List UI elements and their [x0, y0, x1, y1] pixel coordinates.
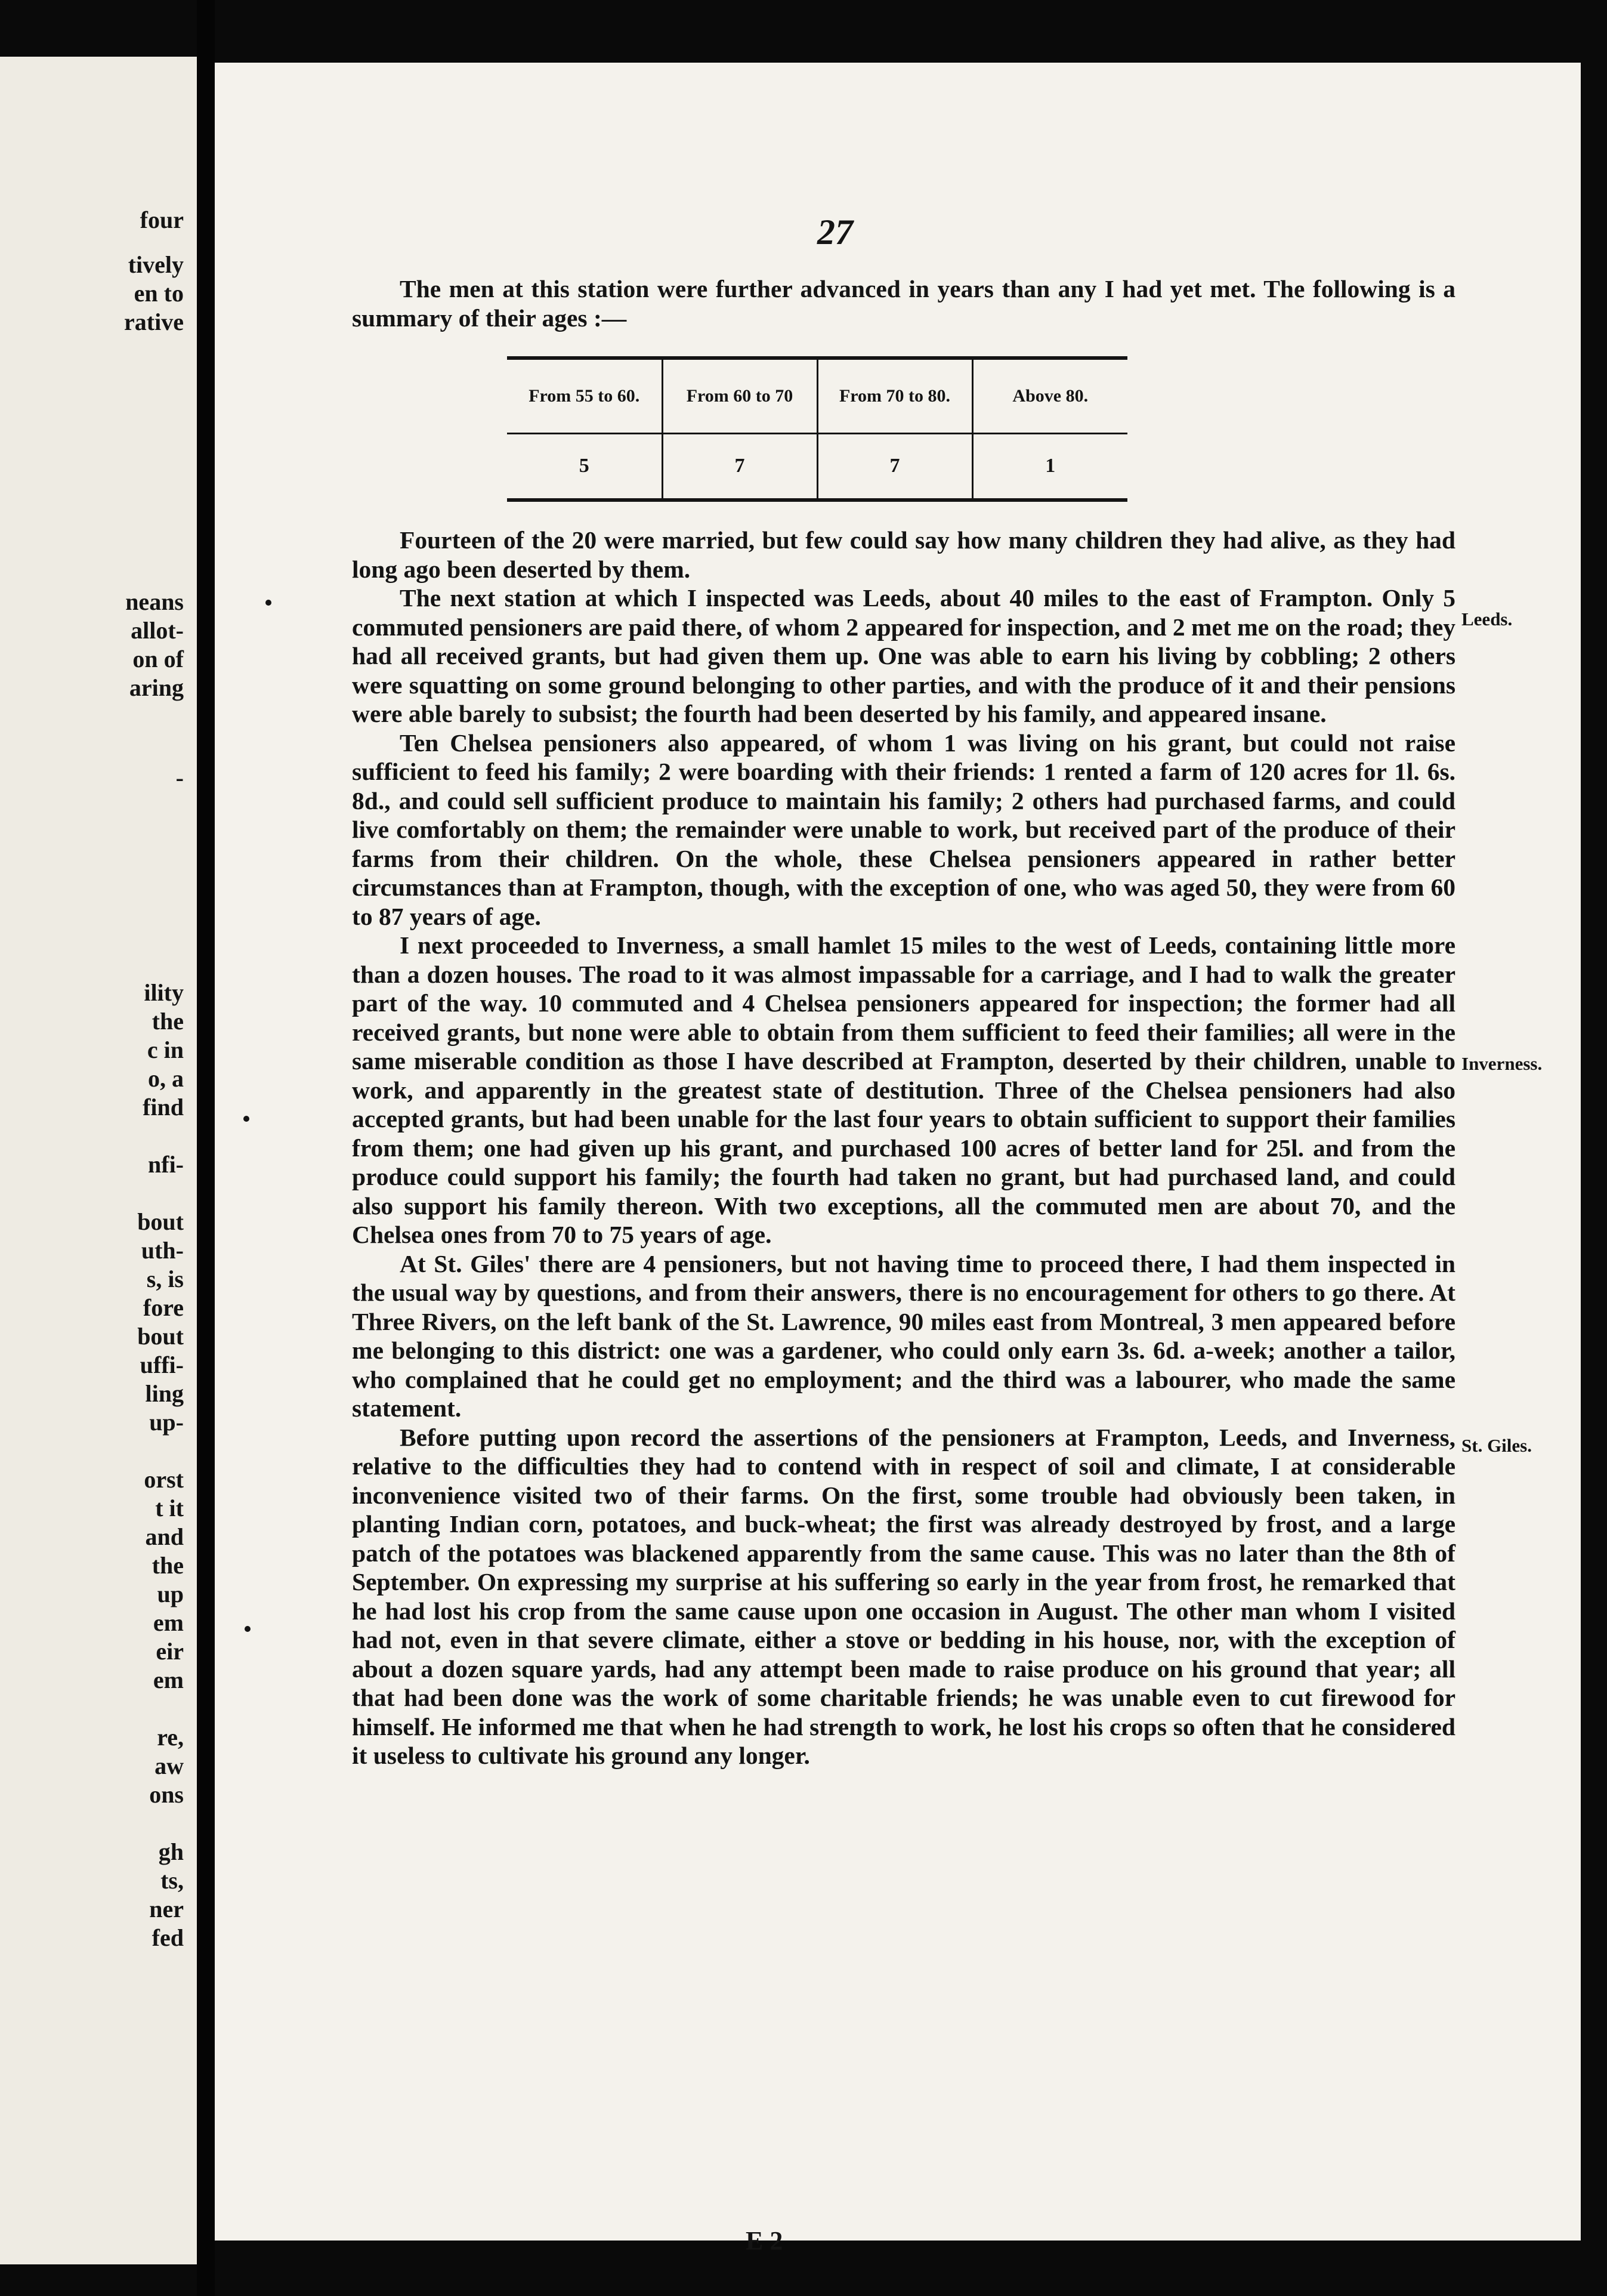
table-header-cell: Above 80.	[972, 358, 1127, 434]
left-page-text-fragment: eir	[156, 1638, 184, 1665]
left-page-text-fragment: orst	[144, 1466, 184, 1493]
left-page-text-fragment: em	[153, 1667, 184, 1693]
table-cell: 7	[817, 434, 972, 501]
binding-hole-mark	[265, 600, 271, 606]
left-page-text-fragment: up-	[149, 1409, 184, 1436]
body-text	[352, 274, 1455, 1770]
left-page-text-fragment: em	[153, 1609, 184, 1636]
left-page-text-fragment: fed	[152, 1924, 184, 1951]
left-page-text-fragment: ts,	[160, 1867, 184, 1894]
table-cell: 7	[662, 434, 817, 501]
left-page-text-fragment: c in	[147, 1036, 184, 1063]
table-header-cell: From 60 to 70	[662, 358, 817, 434]
left-page-text-fragment: uffi-	[140, 1351, 184, 1378]
left-page-text-fragment: uth-	[141, 1237, 184, 1264]
left-page-text-fragment: tively	[128, 251, 184, 278]
table-header-cell: From 55 to 60.	[507, 358, 662, 434]
table-row	[507, 434, 1127, 501]
paragraph-children: Fourteen of the 20 were married, but few could say how many children they had alive, as they had long ago been deserted by them.	[352, 526, 1455, 583]
left-page-text-fragment: bout	[137, 1208, 184, 1235]
signature-mark: E 2	[746, 2226, 783, 2255]
left-page-text-fragment: the	[152, 1552, 184, 1579]
left-page-text-fragment: nfi-	[148, 1151, 184, 1178]
page-number: 27	[817, 212, 853, 252]
left-page-text-fragment: neans	[125, 588, 184, 615]
left-page-text-fragment: -	[175, 764, 184, 791]
left-page-text-fragment: o, a	[148, 1065, 184, 1092]
book-spine	[197, 0, 215, 2296]
table-cell: 1	[1045, 455, 1056, 477]
table-header-row	[507, 358, 1127, 434]
paragraph-inverness: I next proceeded to Inverness, a small hamlet 15 miles to the west of Leeds, containing little more than a dozen houses. The road to it was almost impassable for a carriage, and I had to walk the greater part of the way. 10 commuted and 4 Chelsea pensioners appeared for inspection; the former had all received grants, but none were able to obtain from them sufficient to feed their families; all were in the same miserable condition as those I have described at Frampton, deserted by their children, unable to work, and apparently in the greatest state of destitution. Three of the Chelsea pensioners had also accepted grants, but had been unable for the last four years to obtain sufficient to support their families from them; one had given up his grant, and purchased 100 acres of better land for 25l. and from the produce could support his family; the fourth had taken no grant, but had purchased land, and could also support his family thereon. With two exceptions, all the commuted men are about 70, and the Chelsea ones from 70 to 75 years of age.	[352, 931, 1455, 1248]
left-page-text-fragment: en to	[134, 280, 184, 307]
left-page-text-fragment: s, is	[146, 1266, 184, 1292]
table-cell: 5	[507, 434, 662, 501]
left-page-text-fragment: rative	[124, 308, 184, 335]
left-page-text-fragment: four	[140, 206, 184, 233]
left-page-text-fragment: the	[152, 1008, 184, 1035]
previous-page-edge	[0, 57, 197, 2264]
paragraph-farms: Before putting upon record the assertions of the pensioners at Frampton, Leeds, and Inverness, relative to the difficulties they had to contend with in respect of soil and climate, I at considerable inconvenience visited two of their farms. On the first, some trouble had obviously been taken, in planting Indian corn, potatoes, and buck-wheat; the first was already destroyed by frost, and a large patch of the potatoes was blackened apparently from the same cause. This was no later than the 8th of September. On expressing my surprise at his suffering so early in the year from frost, he remarked that he had lost his crop from the same cause upon one occasion in August. The other man whom I visited had not, even in that severe climate, either a stove or bedding in his house, nor, with the exception of about a dozen square yards, had any attempt been made to raise produce on his ground that year; all that had been done was the work of some charitable friends; he was unable even to cut firewood for himself. He informed me that when he had strength to work, he lost his crops so often that he considered it useless to cultivate his ground any longer.	[352, 1423, 1455, 1769]
table-header-cell: From 70 to 80.	[817, 358, 972, 434]
left-page-text-fragment: t it	[155, 1495, 184, 1522]
left-page-text-fragment: find	[143, 1094, 184, 1121]
left-page-text-fragment: and	[145, 1523, 184, 1550]
age-summary-table	[507, 356, 1127, 502]
binding-hole-mark	[245, 1626, 251, 1632]
intro-paragraph: The men at this station were further advanced in years than any I had yet met. The following is a summary of their ages :—	[352, 275, 1455, 332]
paragraph-st-giles: At St. Giles' there are 4 pensioners, but not having time to proceed there, I had them inspected in the usual way by questions, and from their answers, there is no encouragement for others to go there. At Three Rivers, on the left bank of the St. Lawrence, 90 miles east from Montreal, 3 men appeared before me belonging to this district: one was a gardener, who could only earn 3s. 6d. a-week; another a tailor, who complained that he could get no employment; and the third was a labourer, who made the same statement.	[352, 1249, 1455, 1422]
left-page-text-fragment: allot-	[131, 617, 184, 644]
document-page	[215, 63, 1581, 2255]
binding-hole-mark	[243, 1116, 249, 1122]
left-page-text-fragment: on of	[132, 646, 184, 672]
left-page-text-fragment: fore	[143, 1294, 184, 1321]
left-page-text-fragment: ling	[145, 1380, 184, 1407]
left-page-text-fragment: gh	[158, 1838, 184, 1865]
left-page-text-fragment: ner	[149, 1896, 184, 1922]
paragraph-chelsea: Ten Chelsea pensioners also appeared, of whom 1 was living on his grant, but could not raise sufficient to feed his family; 2 were boarding with their friends: 1 rented a farm of 120 acres for 1l. 6s. 8d., and could sell sufficient produce to maintain his family; 2 others had purchased farms, and could live comfortably on them; the remainder were unable to work, but received part of the produce of their farms from their children. On the whole, these Chelsea pensioners appeared in rather better circumstances than at Frampton, though, with the exception of one, who was aged 50, they were from 60 to 87 years of age.	[352, 729, 1455, 930]
margin-note-inverness: Inverness.	[1461, 1053, 1543, 1074]
left-page-text-fragment: up	[157, 1581, 184, 1607]
margin-note-st-giles: St. Giles.	[1461, 1435, 1532, 1456]
left-page-text-fragment: bout	[137, 1323, 184, 1350]
left-page-text-fragment: aring	[129, 674, 184, 701]
paragraph-leeds: The next station at which I inspected was Leeds, about 40 miles to the east of Frampton. Only 5 commuted pensioners are paid there, of whom 2 appeared for inspection, and 2 met me on the road; they had all received grants, but had given them up. One was able to earn his living by cobbling; 2 others were squatting on some ground belonging to other parties, and with the produce of it and their pensions were able barely to subsist; the fourth had been deserted by his family, and appeared insane.	[352, 584, 1455, 727]
margin-note-leeds: Leeds.	[1461, 609, 1513, 629]
left-page-text-fragment: aw	[154, 1752, 184, 1779]
left-page-text-fragment: re,	[157, 1724, 184, 1751]
left-page-text-fragment: ons	[149, 1781, 184, 1808]
left-page-text-fragment: ility	[144, 979, 184, 1006]
